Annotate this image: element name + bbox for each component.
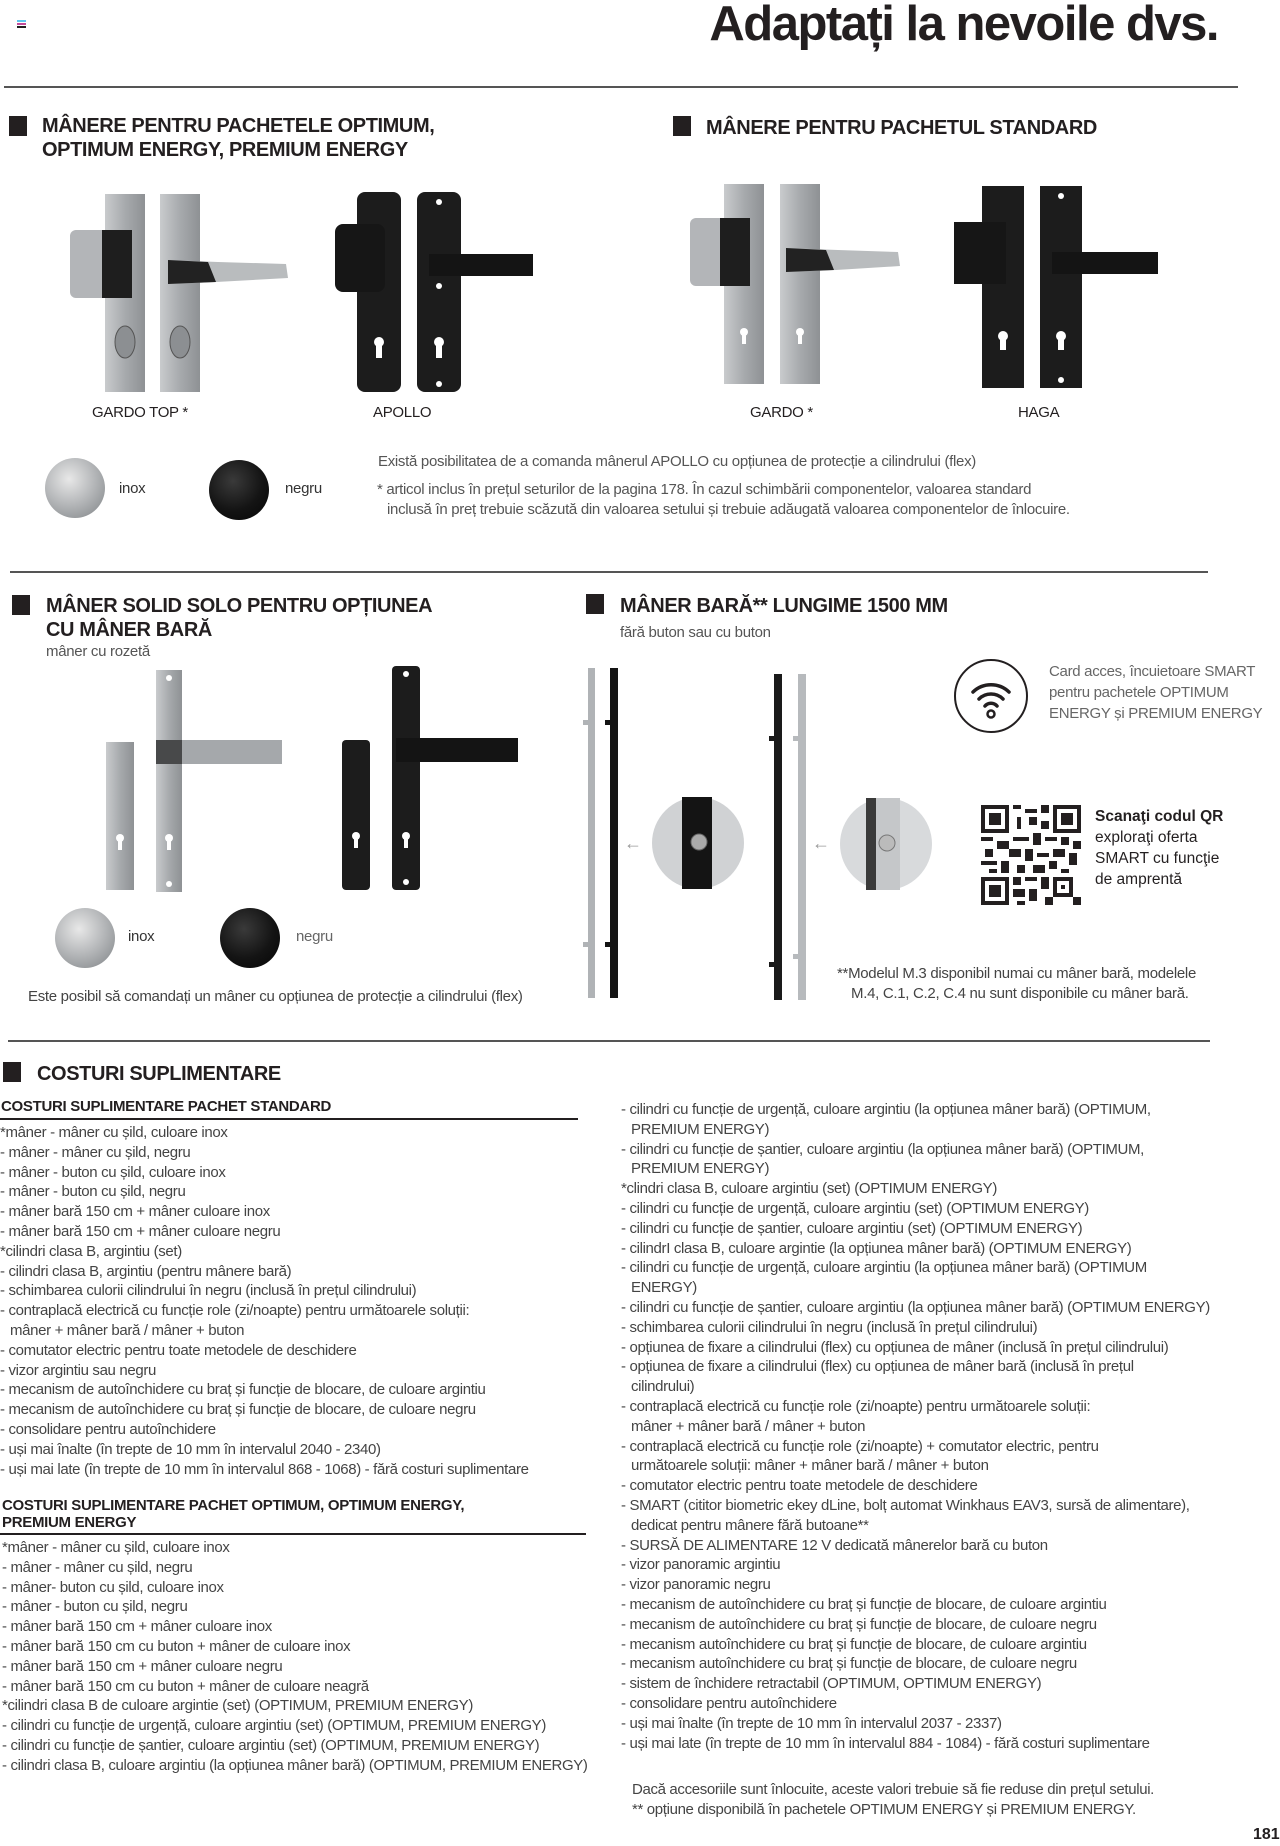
section-title-solid-solo [46,594,432,642]
list-item: - cilindri cu funcție de urgență, culoare argintiu (set) (OPTIMUM ENERGY) [621,1199,1089,1217]
list-item: - contraplacă electrică cu funcție role (zi/noapte) pentru următoarele soluții: [621,1397,1091,1415]
list-item: - cilindri cu funcție de urgență, culoare argintiu (la opțiunea mâner bară) (OPTIMUM, [621,1101,1151,1118]
heading-underline [0,1533,586,1535]
list-item: - mâner - buton cu șild, negru [0,1183,186,1201]
bar-handle-model-footnote [837,964,1196,1004]
list-item: - comutator electric pentru toate metodele de deschidere [0,1341,357,1359]
list-item: - cilindri cu funcție de șantier, culoare argintiu (set) (OPTIMUM ENERGY) [621,1219,1083,1237]
list-item: - uși mai late (în trepte de 10 mm în intervalul 868 - 1068) - fără costuri suplimentare [0,1460,529,1478]
closing-notes [632,1780,1154,1820]
product-label-apollo: APOLLO [373,404,432,421]
section-subtitle-bar-handle: fără buton sau cu buton [620,624,771,641]
note-line: ** opțiune disponibilă în pachetele OPTIMUM ENERGY și PREMIUM ENERGY. [632,1800,1136,1818]
text-line: SMART cu funcţie [1095,850,1220,867]
inox-finish-swatch [45,458,105,518]
list-item: - mâner bară 150 cm + mâner culoare inox [2,1618,272,1636]
solid-solo-flex-note: Este posibil să comandați un mâner cu opțiunea de protecție a cilindrului (flex) [28,988,523,1005]
list-item: - mecanism autoînchidere cu braț și funcție de blocare, de culoare negru [621,1655,1077,1673]
qr-description [1095,806,1223,890]
list-item: - schimbarea culorii cilindrului în negru (inclusă în prețul cilindrului) [621,1318,1038,1336]
product-label-gardo: GARDO * [750,404,813,421]
section-bullet-square [12,595,30,615]
list-item: - mâner - mâner cu șild, negru [2,1558,193,1576]
list-item: - SMART (cititor biometric ekey dLine, bolț automat Winkhaus EAV3, sursă de alimentare), [621,1496,1190,1514]
optimum-costs-list [2,1538,588,1776]
print-registration-mark [17,20,26,28]
list-item: - mâner - buton cu șild, culoare inox [0,1163,226,1181]
list-item: - cilindri cu funcție de șantier, culoare argintiu (set) (OPTIMUM, PREMIUM ENERGY) [2,1736,540,1754]
section-divider [10,571,1208,573]
apollo-flex-note: Există posibilitatea de a comanda mânerul APOLLO cu opțiunea de protecție a cilindrului (flex) [378,453,976,470]
list-item: - uși mai înalte (în trepte de 10 mm în intervalul 2037 - 2337) [621,1714,1002,1732]
heading-underline [0,1118,578,1120]
list-item: - mâner- buton cu șild, culoare inox [2,1578,224,1596]
note-line: **Modelul M.3 disponibil numai cu mâner bară, modelele [837,965,1196,982]
list-item: - mecanism de autoînchidere cu braț și funcție de blocare, de culoare negru [621,1615,1097,1633]
list-item: *cilindri clasa B, argintiu (set) [0,1242,182,1260]
list-item: *clindri clasa B, culoare argintiu (set) (OPTIMUM ENERGY) [621,1180,997,1198]
list-item: - mâner bară 150 cm cu buton + mâner de culoare inox [2,1637,351,1655]
standard-costs-heading: COSTURI SUPLIMENTARE PACHET STANDARD [1,1098,332,1115]
swatch-label-inox: inox [119,480,146,497]
list-item-continuation: PREMIUM ENERGY) [631,1120,770,1138]
list-item-continuation: cilindrului) [631,1378,695,1396]
qr-title: Scanaţi codul QR [1095,808,1224,825]
list-item: *mâner - mâner cu șild, culoare inox [2,1539,230,1556]
list-item: - cilindri clasa B, argintiu (pentru mânere bară) [0,1262,292,1280]
svg-text:←: ← [812,833,830,853]
list-item: - cilindri cu funcție de urgență, culoare argintiu (set) (OPTIMUM, PREMIUM ENERGY) [2,1717,546,1735]
list-item: - vizor panoramic negru [621,1576,771,1594]
list-item-continuation: mâner + mâner bară / mâner + buton [10,1321,245,1339]
list-item: - cilindri cu funcție de urgență, culoare argintiu (la opțiunea mâner bară) (OPTIMUM [621,1259,1147,1277]
note-line: inclusă în preț trebuie scăzută din valoarea setului și trebuie adăugată valoarea componentelor de înlocuire. [387,501,1070,518]
title-line: OPTIMUM ENERGY, PREMIUM ENERGY [42,139,408,161]
list-item: - sistem de închidere retractabil (OPTIMUM, OPTIMUM ENERGY) [621,1675,1042,1693]
apollo-handle-image [335,190,535,394]
list-item-continuation: PREMIUM ENERGY) [631,1160,770,1178]
list-item: - mecanism autoînchidere cu braț și funcție de blocare, de culoare argintiu [621,1635,1087,1653]
list-item: - mâner - mâner cu șild, negru [0,1143,191,1161]
text-line: ENERGY și PREMIUM ENERGY [1049,705,1263,722]
list-item: - cilindrI clasa B, culoare argintie (la opțiunea mâner bară) (OPTIMUM ENERGY) [621,1239,1132,1257]
asterisk-note [377,479,1070,521]
list-item-continuation: următoarele soluții: mâner + mâner bară / mâner + buton [631,1457,989,1475]
section-title-extra-costs: COSTURI SUPLIMENTARE [37,1063,281,1085]
note-line: * articol inclus în prețul seturilor de la pagina 178. În cazul schimbării componentelor, valoarea standard [377,481,1032,498]
section-title-standard-handles: MÂNERE PENTRU PACHETUL STANDARD [706,117,1097,139]
section-bullet-square [9,116,27,136]
list-item: - cilindri cu funcție de șantier, culoare argintiu (la opțiunea mâner bară) (OPTIMUM, [621,1140,1144,1158]
list-item: - consolidare pentru autoînchidere [0,1420,216,1438]
list-item: *cilindri clasa B de culoare argintie (set) (OPTIMUM, PREMIUM ENERGY) [2,1697,473,1715]
list-item: - schimbarea culorii cilindrului în negru (inclusă în prețul cilindrului) [0,1282,417,1300]
list-item: - vizor panoramic argintiu [621,1556,781,1574]
section-bullet-square [673,116,691,136]
black-finish-swatch [209,460,269,520]
list-item: - mâner bară 150 cm + mâner culoare negru [2,1657,283,1675]
swatch-label-negru: negru [296,928,333,945]
list-item: - mecanism de autoînchidere cu braț și funcție de blocare, de culoare negru [0,1401,476,1419]
heading-line: COSTURI SUPLIMENTARE PACHET OPTIMUM, OPTIMUM ENERGY, [2,1497,465,1514]
product-label-haga: HAGA [1018,404,1060,421]
title-line: MÂNERE PENTRU PACHETELE OPTIMUM, [42,115,435,137]
list-item: - comutator electric pentru toate metodele de deschidere [621,1477,978,1495]
list-item: - mâner bară 150 cm cu buton + mâner de culoare neagră [2,1677,369,1695]
list-item: - mâner bară 150 cm + mâner culoare inox [0,1203,270,1221]
section-divider [8,1040,1210,1042]
list-item: - opțiunea de fixare a cilindrului (flex) cu opțiunea de mâner (inclusă în prețul cilindrului) [621,1338,1169,1356]
text-line: Card acces, încuietoare SMART [1049,663,1256,680]
text-line: exploraţi oferta [1095,829,1198,846]
page-number: 181 [1253,1826,1280,1843]
note-line: M.4, C.1, C.2, C.4 nu sunt disponibile cu mâner bară. [851,985,1189,1002]
list-item: - SURSĂ DE ALIMENTARE 12 V dedicată mânerelor bară cu buton [621,1536,1048,1554]
inox-finish-swatch [55,908,115,968]
list-item: - uși mai late (în trepte de 10 mm în intervalul 884 - 1084) - fără costuri suplimentare [621,1734,1150,1752]
list-item: *mâner - mâner cu șild, culoare inox [0,1124,228,1141]
title-line: MÂNER SOLID SOLO PENTRU OPȚIUNEA [46,595,433,617]
solid-solo-inox-handle-image [104,668,284,894]
gardo-handle-image [688,182,908,386]
list-item: - cilindri clasa B, culoare argintiu (la opțiunea mâner bară) (OPTIMUM, PREMIUM ENERGY) [2,1756,588,1774]
smart-card-description [1049,661,1262,724]
list-item: - consolidare pentru autoînchidere [621,1694,837,1712]
black-finish-swatch [220,908,280,968]
swatch-label-inox: inox [128,928,155,945]
section-subtitle-rosette: mâner cu rozetă [46,643,150,660]
page-title: Adaptați la nevoile dvs. [709,0,1218,51]
list-item-continuation: ENERGY) [631,1279,697,1297]
list-item: - mecanism de autoînchidere cu braț și funcție de blocare, de culoare argintiu [0,1381,486,1399]
haga-handle-image [952,184,1162,390]
bar-handle-inox-black-image [582,664,942,1000]
optimum-costs-list-continued [621,1100,1210,1753]
swatch-label-negru: negru [285,480,322,497]
list-item-continuation: mâner + mâner bară / mâner + buton [631,1417,866,1435]
list-item: - cilindri cu funcție de șantier, culoare argintiu (la opțiunea mâner bară) (OPTIMUM ENERGY) [621,1298,1210,1316]
gardo-top-handle-image [68,192,298,394]
list-item: - contraplacă electrică cu funcție role (zi/noapte) pentru următoarele soluții: [0,1302,470,1320]
optimum-costs-heading [2,1497,464,1531]
solid-solo-black-handle-image [340,664,520,892]
section-bullet-square [586,594,604,614]
svg-text:←: ← [624,833,642,853]
text-line: de amprentă [1095,871,1183,888]
wireless-card-icon [953,658,1029,734]
list-item: - contraplacă electrică cu funcție role (zi/noapte) + comutator electric, pentru [621,1437,1099,1455]
smart-offer-qr-code[interactable] [981,804,1081,906]
standard-costs-list [0,1123,529,1479]
list-item-continuation: dedicat pentru mânere fără butoane** [631,1516,869,1534]
note-line: Dacă accesoriile sunt înlocuite, aceste valori trebuie să fie reduse din prețul setului. [632,1781,1154,1798]
list-item: - opțiunea de fixare a cilindrului (flex) cu opțiunea de mâner bară (inclusă în prețul [621,1358,1134,1376]
list-item: - vizor argintiu sau negru [0,1361,156,1379]
title-line: CU MÂNER BARĂ [46,619,212,641]
list-item: - uși mai înalte (în trepte de 10 mm în intervalul 2040 - 2340) [0,1440,381,1458]
text-line: pentru pachetele OPTIMUM [1049,684,1229,701]
section-title-premium-handles [42,114,434,162]
top-divider [4,86,1238,88]
product-label-gardo-top: GARDO TOP * [92,404,188,421]
heading-line: PREMIUM ENERGY [2,1514,137,1531]
section-title-bar-handle: MÂNER BARĂ** LUNGIME 1500 MM [620,595,948,617]
list-item: - mâner - buton cu șild, negru [2,1598,188,1616]
list-item: - mecanism de autoînchidere cu braț și funcție de blocare, de culoare argintiu [621,1595,1107,1613]
section-bullet-square [3,1062,21,1082]
list-item: - mâner bară 150 cm + mâner culoare negru [0,1222,281,1240]
